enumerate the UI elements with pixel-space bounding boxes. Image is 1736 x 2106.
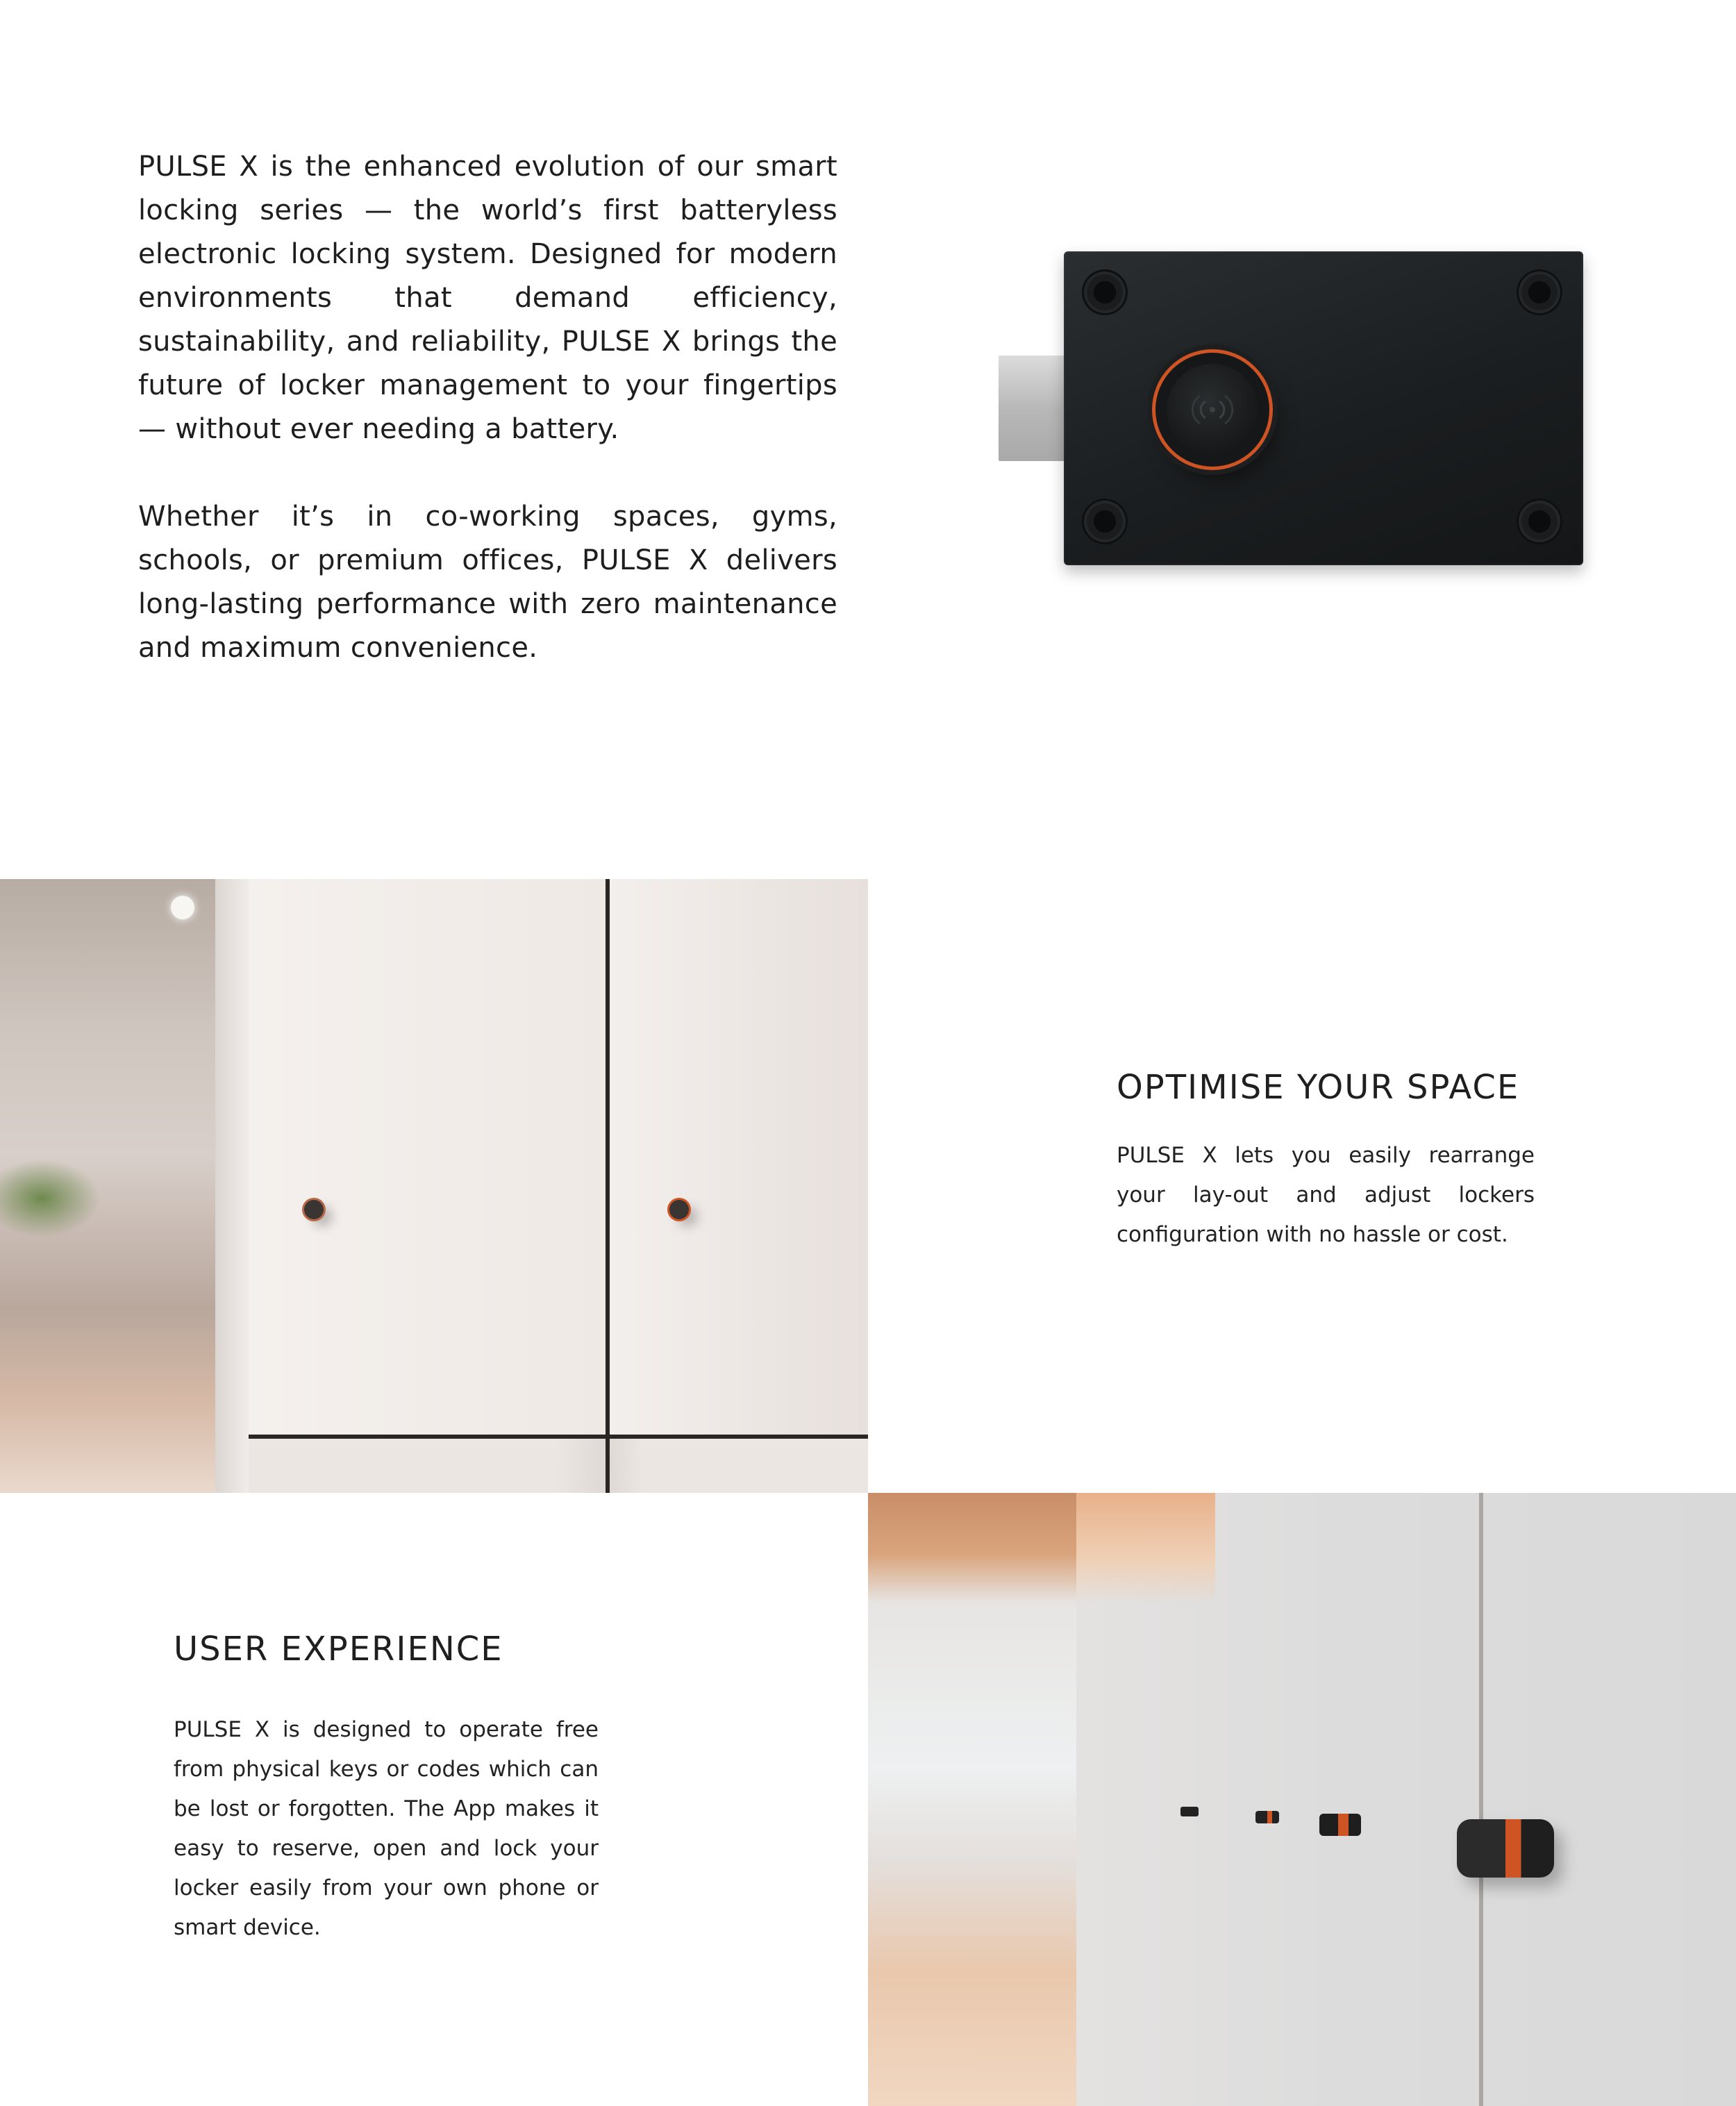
- user-experience-section: [174, 1630, 599, 1948]
- user-experience-title: USER EXPERIENCE: [174, 1630, 503, 1669]
- locker-lock-left: [304, 1200, 324, 1219]
- corridor-background-blur: [868, 1493, 1090, 2106]
- screw-bottom-left: [1082, 499, 1128, 544]
- locker-gap-horizontal: [249, 1435, 868, 1439]
- intro-paragraph-2: Whether it’s in co-working spaces, gyms, schools, or premium offices, PULSE X delivers long-lasting performance with zero maintenance and maximum convenience.: [138, 501, 837, 664]
- locker-door-left: [249, 879, 606, 1435]
- product-image-pulse-x-lock: [993, 250, 1590, 569]
- corridor-lock-far-2: [1255, 1811, 1279, 1823]
- locker-door-right: [610, 879, 868, 1435]
- optimise-title: OPTIMISE YOUR SPACE: [1117, 1068, 1520, 1107]
- screw-top-right: [1517, 269, 1562, 315]
- corridor-lock-far-1: [1180, 1807, 1199, 1816]
- intro-text-block: [138, 145, 837, 670]
- corridor-lock-near: [1457, 1819, 1554, 1878]
- locker-lock-right: [669, 1200, 689, 1219]
- lock-body: [1064, 251, 1583, 565]
- ceiling-light: [171, 896, 194, 919]
- corridor-lock-mid: [1319, 1814, 1361, 1836]
- screw-bottom-right: [1517, 499, 1562, 544]
- locker-seam: [1479, 1493, 1483, 2106]
- user-experience-body: PULSE X is designed to operate free from physical keys or codes which can be lost or forgotten. The App makes it easy to reserve, open and lock your locker easily from your own phone or smart device.: [174, 1717, 599, 1940]
- optimise-section: [1117, 1068, 1535, 1255]
- intro-paragraph-1: PULSE X is the enhanced evolution of our smart locking series — the world’s first batteryless electronic locking system. Designed for modern environments that demand efficiency, sustainability, and reliability, PULSE X brings the future of locker management to your fingertips — without ever needing a battery.: [138, 151, 837, 445]
- screw-top-left: [1082, 269, 1128, 315]
- nfc-wave-icon: [1185, 389, 1240, 431]
- office-background-blur: [0, 879, 215, 1493]
- photo-locker-corridor: [868, 1493, 1736, 2106]
- optimise-body: PULSE X lets you easily rearrange your lay-out and adjust lockers configuration with no hassle or cost.: [1117, 1143, 1535, 1247]
- photo-office-lockers: [0, 879, 868, 1493]
- lock-knob: [1155, 353, 1269, 467]
- locker-side-panel: [215, 879, 249, 1493]
- corridor-ceiling-light: [1076, 1493, 1215, 1604]
